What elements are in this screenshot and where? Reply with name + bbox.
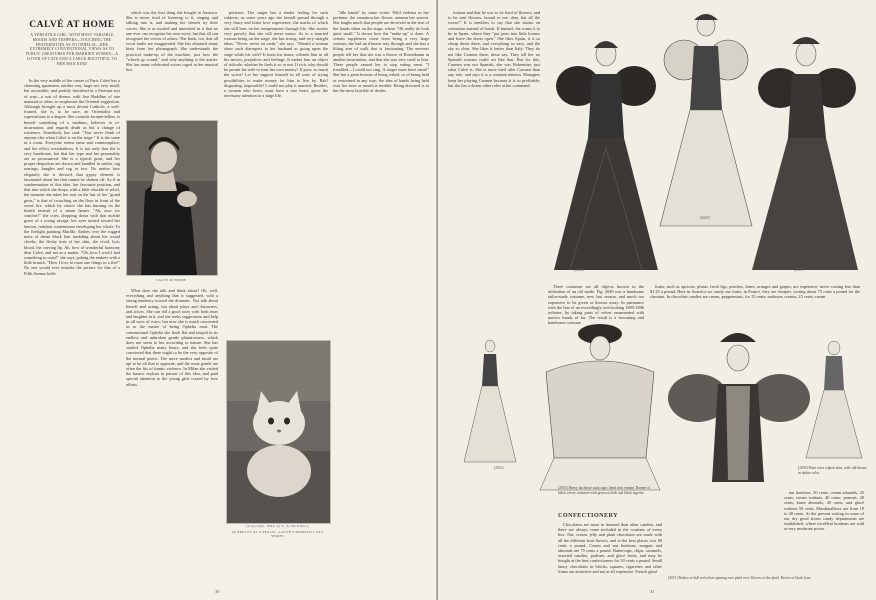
fashion-figure-2053 xyxy=(540,324,660,490)
right-col1-text: fortune and that he was to be fond of flowers, and to be sent flowers, bound to me, dear, but all the worse!" It is needless to say that she insists on cremation instead of burial. If burned, she wants it to be in Spain, where they "put peas into little houses and leave the doors open." She likes Spain, it is so cheap down there, and everything so easy, and the sky so clear. She likes it better than Italy. They do not like Carmen there, these say. They tell her no Spanish woman could act like that. But for this, Carmen was not Spanish, she was Bohemian, just what Calvé is. She is more tired after Carmen than any role, and says it is a constant tension. Managers keep her playing Carmen because it is so profitable; but she has a dozen other roles at her command. xyxy=(448,10,540,88)
right-col4-text: fruits, such as apricots, plums, fresh figs, peaches, limes, oranges and grapes, are expensive, never costing less than $1.25 a pound. Here in America we candy our fruits; in France, they are cheaper, costing about 75 cents a pound for the chestnut. In chocolate candies are cream, peppermints, for 15 cents; molasses creams, 25 cents; cream xyxy=(650,284,860,300)
fashion-figure-2051 xyxy=(668,333,810,482)
portrait-caption: CALVÉ AT HOME xyxy=(155,278,187,282)
fashion-illustrations-top xyxy=(548,8,864,280)
fig-label-2049: [2049] xyxy=(700,216,710,220)
left-column-4 xyxy=(333,10,429,588)
fig-label-2052: [2052] xyxy=(494,466,504,470)
confectionery-column-2 xyxy=(784,490,864,572)
portrait-illustration xyxy=(127,121,217,275)
fig-label-2047: [2047] xyxy=(794,268,804,272)
fig-label-2048: [2048] xyxy=(574,268,584,272)
cat-photo-caption: AT PRETTY AS A PEACH—CALVÉ'S DOMESTIC PET SERIES xyxy=(231,530,324,538)
right-column-2-text xyxy=(548,284,644,326)
article-headline: CALVÉ AT HOME xyxy=(29,20,115,30)
cat-photo-copyright: (Copyright, 1894, by L. A. De Kline.) xyxy=(246,524,309,528)
left-column-1 xyxy=(24,78,120,588)
left-col1-text: In the very middle of the centre of Paris Calvé has a charming apartment, neither very large nor very small, but accessible, and prettily furnished in a Parisian sort of way—a sort of dream, with five Buddhas of one material or other, to emphasize the Oriental suggestion. Although brought up a most devout Catholic, a well-framed, she is, to be sure, an Orientalist and superstitious to a degree. She consults fortune-tellers, is herself something of a medium, believes in re-incarnation, and regards death as but a change of existence. Somebody has said: "You never think of anyone else when Calvé is on the stage." It is the same in a room. Everyone seems tame and commonplace, and her effect overshadows. It is not only that she is very handsome, but that her type and her personality are so pronounced. She is a typical great, and her proper despotism are shown and handled in smiles, tug earrings, bangles and rug or two. No matter how elegantly she is dressed, that gypsy element is fascinated about her that cannot be shaken off. As if in condemnation of this idea, her favourite position, and that into which she drops, with a little chuckle of relief, the moment she takes her seat on the last of her "grand gests," is that of crouching on the floor in front of the wood fire, which by choice she has burning on the hearth instead of a steam heater. "Ah, now for comfort!" she cries, dropping down with that mobile grace of a young savage, her eyes turned toward her fancies, indolent contentment enveloping her whole. To the firelight painting Marillic flashes over the rugged mass of dense black hair tumbling about her round cheeks, the fleshy tints of her skin, the vivid, lyric blood, the curving lip. Ah, how of wonderful harmony dear Calvé, and not as a matter. "Oh, how I wish I had something to roast!" she says, poking the embers with a little branch. "How I love to roast one things in a fire!" No one would ever mistake the picture for that of a Fifth Avenue belle. xyxy=(24,78,120,276)
left-column-2-bottom xyxy=(126,288,218,588)
left-column-3 xyxy=(224,10,328,340)
right-column-3-text xyxy=(650,284,860,312)
left-col2-text: which was the first thing she bought in America. She is never tired of listening to it, singing and talking into it, and making her friends try their voices. She is as excited and interested in it that no one ever can recognize his own voice, but that all can recognize the voices of others. The finds, too, that all vocal faults are exaggerated. She has obtained many hints from her phonograph. She understands the practical make-up of the machine, just how the "wheels go round," and why anything is the matter. She has many celebrated voices caged in her musical box. xyxy=(126,10,218,73)
left-col3-text: perience. The singer has a tender feeling for such subjects, as some years ago she herself passed through a very fancy and bitter love experience, the marks of which she will bear on her temperament through life. She asserts very gravely that she will never marry. As to a married woman being on the stage, she has strong, and very straight ideas. "Never, never on earth," she says. "Should a woman show such disrespect to her husband as going upon the stage while his wife? It hurts his honor, offends him in all his nerves, prejudices and feelings. It makes him an object of ridicule, whether he finds it so or not. If rich, why should he permit his wife to earn her own money? If poor, so much the worse! Let her support himself in all sorts of trying possibilities to make money for him to live by. Bah! disgusting, impossible! I could not play it married. Besides, a woman who loves, must have a true heart, gives the necessary attention to a stage life. xyxy=(224,10,328,99)
left-col4-text: "idle hands" by some writer. Wild verbena in her perfume, the carnation her flower, autumn her season. She laughs much that people are deceived in the size of her hands when on the stage, where "Oh really do look quite small." It shows how the "make-up" is done. A certain suppleness come from being a very large woman; she had an illusion way through and she has a lilting arm of walk that is fascinating. The nervous people tell her that she was a flower of Rozenbaum in another incarnation, and that she was very cruel to him. These people caused her to stop eating meat. "I trembled—I could not sing. A singer must have meat!" She has a great honour of being stilted, or of being held or restrained in any way; the idea of hands being held over her nose or mouth is terrible. Being drowned is to her the most horrible of deaths. xyxy=(333,10,429,94)
confectionery-column-1 xyxy=(558,522,662,586)
confectionery-text: Chocolates are more in demand than other candies, and there are always come included in the contents of every box. Nut, cream, jelly and plain chocolates are made with all the different fruit flavors, and at the best places cost 80 cents a pound. Cream and nut bonbons, nougats and almonds are 75 cents a pound. Buttercups, chips, caramels, assorted candies, pralines, and glacé fruits, and may be bought at the best confectioners for 50 cents a pound. Small fancy chocolates in blocks, squares, cigarettes and other forms are attractive and not at all expensive. French glacé xyxy=(558,522,662,574)
left-col2b-text: What does she talk and think about? Oh, well, everything and anything that is suggested, with a strong tendency toward the dramatic. Not talk about herself and acting, but about plays and characters, and actors. She can tell a good story with both tears and laughter in it, and she seeks suggestions and help in all sorts of ways; but now she is much concerned as to the matter of being Ophelia mad. The conventional Ophelia she finds flat and insipid in its endless and unbroken gentle plaintiveness, which does not seem to her according to nature. She has studied Ophelia many hours, and she feels quite convinced that there ought to be the very opposite of the normal poetic. The more modest and timid are apt to be all that is opposite, and the most gentle are often the fits of frantic violence. In Milan she visited the lunatic asylum in pursuit of this idea, and paid special attention to the young girls crazed by love affairs. xyxy=(126,288,218,387)
right-column-1 xyxy=(448,10,540,290)
confectionery-text-2: nut bonbons, 30 cents; cream almonds, 25 cents; cream walnuts, 40 cents; peanuts, 20 cents; burnt almonds, 40 cents; and glacé walnuts 50 cents. Marshmallows are from 18 to 40 cents. At the present writing in some of our dry good stores candy departments are established, where excellent bonbons are sold at very moderate prices. xyxy=(784,490,864,532)
article-subhead: A VERSATILE GIRL, WITH MOST VARIABLE MOODS AND TEMPERS—TOUCHING THE FRATERNITIES AS TO OPHELIA—HER EXTREMELY CONVENTIONAL VIEWS AS TO PUBLIC CREATURES FOR MARRIED WOMEN—A LOVER OF CATS AND A LARGE BOUNTIFUL TO HER MAN KIND xyxy=(25,33,119,66)
caption-2050: [2050] Plain color crêpon skirt, with silk blouse in darker color. xyxy=(798,466,867,475)
caption-2051: [2051] Bodice of dull red velvet opening over plaid vest. Sleeves of the plaid. Revers of black lynx. xyxy=(668,576,812,580)
right-col3-text: Three costumes are all objects known in the utilization of an old mode. Fig. 2049 was a handsome tailor-made costume, new last season, and much too expensive to be given or thrown away. In pursuance with the line of an exceedingly rich-looking 1895-1896 toilettes, by taking parts of velvet ornamented with narrow bands of fur. The result is a becoming and handsome costume. xyxy=(548,284,644,326)
fashion-figure-2050 xyxy=(806,341,862,458)
cat-illustration xyxy=(227,341,330,523)
caption-2053: [2053] Heavy duchesse satin cape, lined with ermine. Bonnet of black velvet, trimmed with green orchids and black aigrette. xyxy=(558,486,651,495)
left-page-number: 30 xyxy=(215,589,220,594)
cat-photo xyxy=(226,340,331,524)
fashion-figure-2047 xyxy=(752,37,858,270)
right-page xyxy=(438,0,876,600)
calve-portrait-photo xyxy=(126,120,218,276)
right-page-number: 31 xyxy=(650,589,655,594)
left-column-2-top xyxy=(126,10,218,115)
fashion-figure-2048 xyxy=(554,41,658,270)
confectionery-heading: CONFECTIONERY xyxy=(558,512,618,519)
fashion-figure-2052 xyxy=(464,340,516,462)
fashion-figure-2049 xyxy=(660,14,752,226)
